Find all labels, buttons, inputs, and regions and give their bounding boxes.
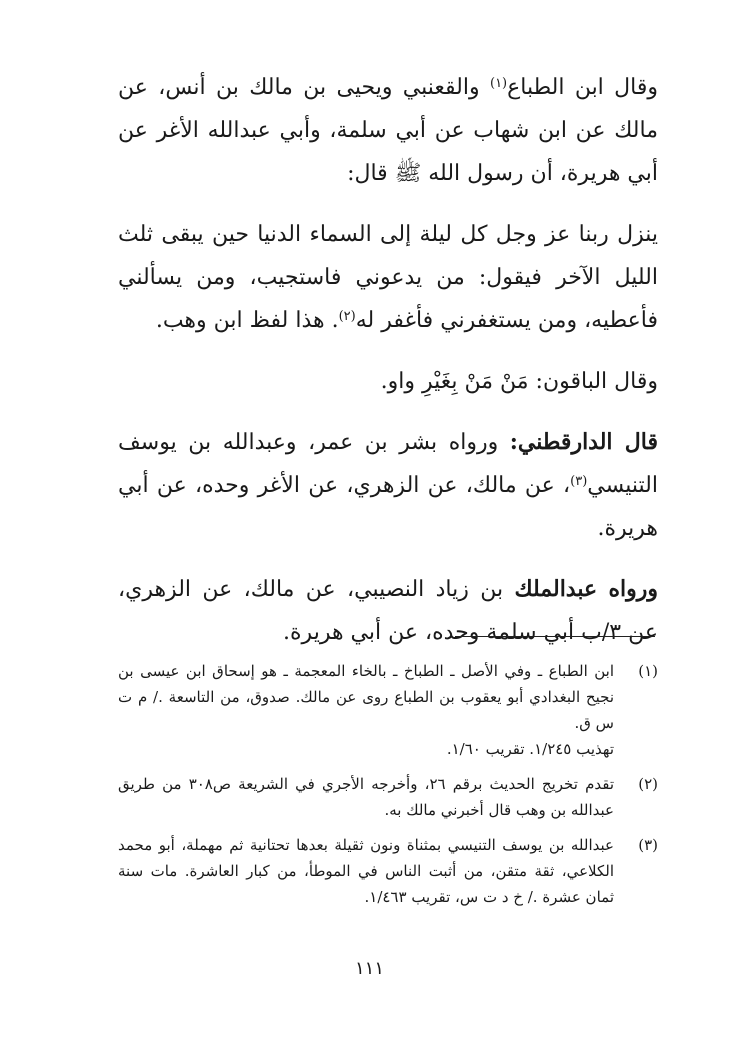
paragraph-5-word: ورواه — [608, 576, 658, 602]
footnote-text: عبدالله بن يوسف التنيسي بمثناة ونون ثقيلة بعدها تحتانية ثم مهملة، أبو محمد الكلاعي، ثقة متقن، من أثبت الناس في الموطأ، من كبار العاشرة. مات سنة ثمان عشرة ./ خ د ت س، تقريب ١/٤٦٣. — [118, 836, 614, 906]
footnote-ref-2: (٢) — [338, 309, 356, 324]
paragraph-4 — [118, 421, 658, 550]
footnote-3 — [118, 832, 658, 910]
footnote-ref-1: (١) — [489, 76, 508, 91]
paragraph-5-lead: عبدالملك — [514, 576, 598, 602]
footnote-number: (٣) — [638, 836, 658, 854]
footnote-number: (٢) — [638, 775, 658, 793]
footnote-text: ابن الطباع ـ وفي الأصل ـ الطباخ ـ بالخاء المعجمة ـ هو إسحاق ابن عيسى بن نجيح البغدادي أبو يعقوب بن الطباع روى عن مالك. صدوق، من التاسعة ./ م ت س ق. — [118, 662, 614, 732]
page-number: ١١١ — [354, 958, 384, 979]
footnote-ref-3: (٣) — [570, 474, 588, 489]
footnote-1 — [118, 658, 658, 762]
paragraph-5-text: بن زياد النصيبي، عن مالك، عن الزهري، عن ٣/ب أبي سلمة وحده، عن أبي هريرة. — [118, 577, 658, 645]
footnote-text: تقدم تخريج الحديث برقم ٢٦، وأخرجه الأجري في الشريعة ص٣٠٨ من طريق عبدالله بن وهب قال أخبرني مالك به. — [118, 775, 614, 819]
paragraph-3: وقال الباقون: مَنْ مَنْ بِغَيْرِ واو. — [380, 369, 658, 394]
paragraph-5 — [118, 568, 658, 654]
footnote-2 — [118, 771, 658, 823]
paragraph-4-text: ورواه بشر بن عمر، وعبدالله بن يوسف التنيسي — [118, 430, 658, 498]
paragraph-1-rest: والقعنبي ويحيى بن مالك بن أنس، عن مالك عن ابن شهاب عن أبي سلمة، وأبي عبدالله الأغر عن أبي هريرة، أن رسول الله ﷺ قال: — [118, 75, 658, 186]
paragraph-4-rest: ، عن مالك، عن الزهري، عن الأغر وحده، عن أبي هريرة. — [118, 473, 658, 541]
paragraph-2 — [118, 213, 658, 342]
footnote-separator — [455, 636, 655, 637]
footnote-number: (١) — [638, 662, 658, 680]
footnotes — [118, 658, 658, 919]
paragraph-2-text: ينزل ربنا عز وجل كل ليلة إلى السماء الدنيا حين يبقى ثلث الليل الآخر فيقول: من يدعوني فاستجيب، ومن يسألني فأعطيه، ومن يستغفرني فأغفر له — [118, 222, 658, 333]
main-text — [118, 66, 658, 654]
paragraph-2-rest: . هذا لفظ ابن وهب. — [155, 308, 339, 333]
paragraph-1 — [118, 66, 658, 195]
footnote-text: تهذيب ١/٢٤٥. تقريب ١/٦٠. — [446, 740, 614, 758]
paragraph-1-text: وقال ابن الطباع — [507, 75, 658, 100]
paragraph-4-lead: قال الدارقطني: — [509, 429, 658, 455]
